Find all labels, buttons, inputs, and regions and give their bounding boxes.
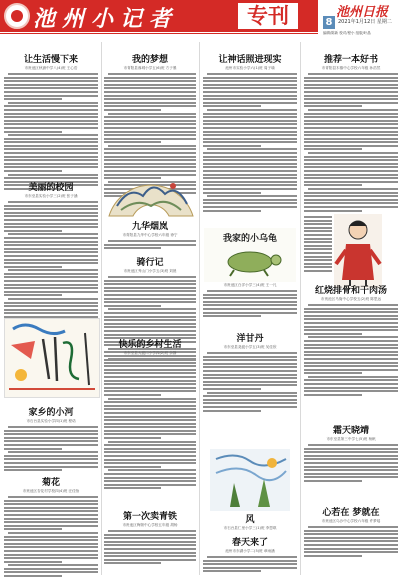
article-byline: 市石台县仁里小学三(1)班 李思琪 xyxy=(223,526,277,530)
article-body xyxy=(4,201,98,322)
column-divider xyxy=(199,42,200,575)
article-body xyxy=(4,496,98,577)
jiuhua-painting-image xyxy=(107,172,195,220)
article-title: 让生活慢下来 xyxy=(23,55,78,65)
article-title: 心若在 梦就在 xyxy=(322,508,380,518)
illustration-side-text xyxy=(304,214,332,288)
newspaper-logo-icon xyxy=(4,3,30,29)
article-title: 红烧排骨和干肉汤 xyxy=(314,286,387,296)
article-byline: 市青阳县九华中心学校六年级 徐宁 xyxy=(122,233,178,237)
article-wind xyxy=(203,515,297,531)
article-chrysanthemum xyxy=(4,478,98,579)
article-byline: 市东至县大渡口小学四(2)班 余静 xyxy=(123,351,177,355)
article-byline: 市贵池区乌沙中心学校六年级 许梦瑶 xyxy=(321,519,381,523)
article-title: 推荐一本好书 xyxy=(323,55,378,65)
column-divider xyxy=(300,42,301,575)
article-book-recommendation xyxy=(304,55,398,213)
article-yanggandan xyxy=(203,334,297,413)
article-title: 骑行记 xyxy=(136,258,164,268)
special-issue-label: 专刊 xyxy=(238,3,298,29)
article-braised-ribs xyxy=(304,286,398,397)
student-poster-image xyxy=(4,318,100,398)
article-title: 风 xyxy=(245,515,255,525)
article-body xyxy=(4,426,98,471)
article-title: 春天来了 xyxy=(231,538,268,548)
article-dream-remains xyxy=(304,508,398,558)
figure-illustration-image xyxy=(334,214,382,288)
article-body xyxy=(203,290,297,317)
turtle-drawing-image xyxy=(204,228,296,282)
wind-painting-image xyxy=(210,449,290,511)
article-byline: 市贵池区秀山门小学五(3)班 刘晨 xyxy=(123,269,177,273)
article-myth-into-reality xyxy=(203,55,297,213)
article-my-turtle xyxy=(203,283,297,319)
article-byline: 市青阳县蓉城小学五(6)班 方子墨 xyxy=(123,66,177,70)
article-body xyxy=(203,556,297,572)
masthead xyxy=(0,0,402,38)
article-body xyxy=(104,240,196,249)
article-title: 洋甘丹 xyxy=(236,334,264,344)
article-title: 第一次卖青铁 xyxy=(122,512,177,522)
article-body xyxy=(304,73,398,212)
page-number: 8 xyxy=(323,16,335,29)
article-body xyxy=(4,73,98,190)
article-byline: 市东至县第三中学七(5)班 杨帆 xyxy=(326,437,376,441)
article-byline: 市东至县实验小学三(2)班 张子涵 xyxy=(24,194,78,198)
article-let-life-slow-down xyxy=(4,55,98,192)
article-body xyxy=(304,526,398,557)
article-byline: 市贵池区秋浦中学八(4)班 王心语 xyxy=(24,66,78,70)
article-byline: 市贵池区白洋小学三(4)班 王一凡 xyxy=(223,283,277,287)
column-divider xyxy=(101,42,102,575)
masthead-rule xyxy=(0,33,318,34)
article-first-sale xyxy=(104,512,196,566)
article-title: 快乐的乡村生活 xyxy=(118,340,182,350)
article-byline: 池州市东湖小学二(5)班 章雨涵 xyxy=(225,549,275,553)
article-byline: 市贵池区梅街中心学校五年级 胡杨 xyxy=(122,523,178,527)
article-byline: 市贵池区杏花村学校四(4)班 汪佳怡 xyxy=(22,489,80,493)
article-beautiful-campus xyxy=(4,183,98,323)
article-spring-came xyxy=(203,538,297,574)
article-title: 美丽的校园 xyxy=(28,183,74,193)
article-body xyxy=(203,352,297,412)
article-byline: 市石台县实验小学四(1)班 程诺 xyxy=(26,419,76,423)
newspaper-brand: 池州日报 xyxy=(336,5,389,20)
article-title: 菊花 xyxy=(41,478,60,488)
issue-date: 2021年1月12日 星期二 xyxy=(338,19,392,25)
article-jiuhua-mist xyxy=(104,222,196,251)
article-title: 霜天晓靖 xyxy=(332,426,369,436)
article-frosty-dawn xyxy=(304,426,398,484)
article-body xyxy=(203,73,297,212)
article-body xyxy=(304,444,398,482)
article-body xyxy=(104,358,196,489)
article-body xyxy=(104,530,196,564)
article-title: 九华烟岚 xyxy=(131,222,168,232)
article-byline: 市贵池区马衙中心学校五(2)班 陈思远 xyxy=(320,297,382,301)
article-title: 家乡的小河 xyxy=(28,408,74,418)
article-byline: 池州市实验小学六(1)班 周子瑜 xyxy=(225,66,275,70)
masthead-title: 池州小记者 xyxy=(33,6,179,32)
article-hometown-river xyxy=(4,408,98,473)
article-body xyxy=(304,304,398,396)
article-title: 我的梦想 xyxy=(131,55,168,65)
article-byline: 市东至县尧渡小学五(3)班 吴佳欣 xyxy=(223,345,277,349)
article-title: 让神话照进现实 xyxy=(218,55,282,65)
picture-caption: 我家的小乌龟 xyxy=(222,234,277,244)
article-happy-village-life xyxy=(104,340,196,491)
article-byline: 市青阳县木镇中心学校六年级 孙浩然 xyxy=(321,66,381,70)
editor-credits: 编辑/陈新 校对/程小 组版/叶晶 xyxy=(323,31,371,35)
